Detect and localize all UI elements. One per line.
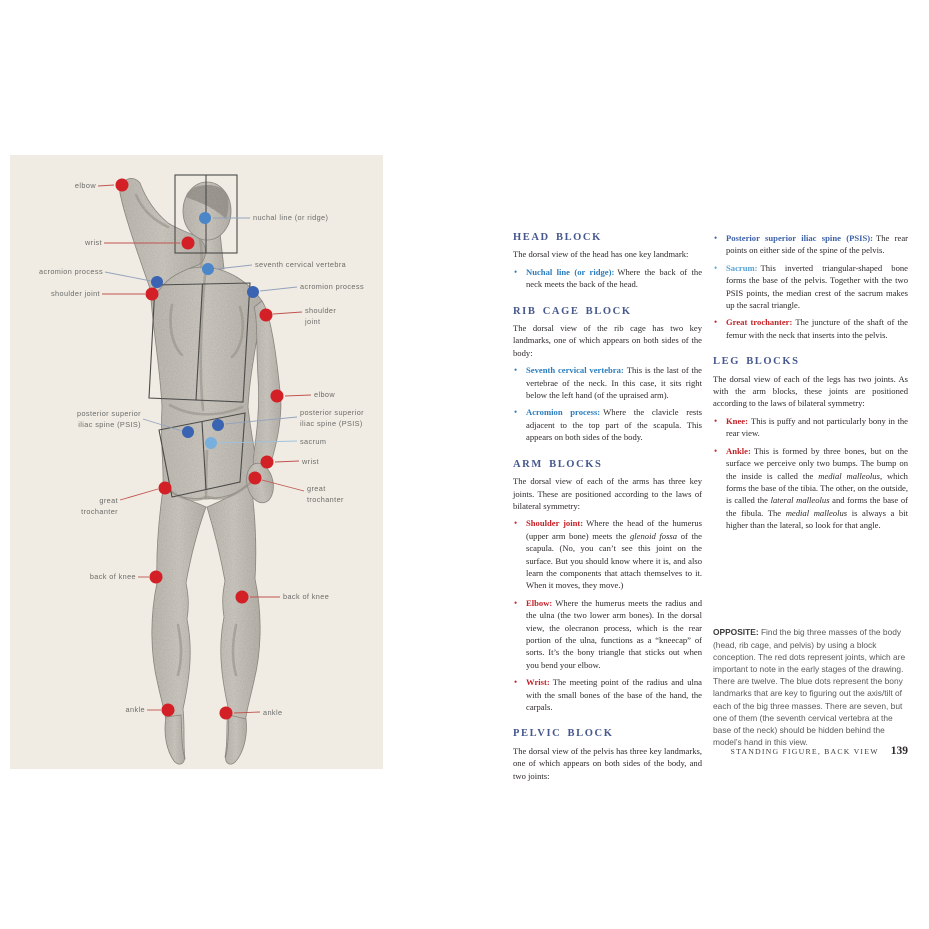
dot-landmark-seventh-cervical: [202, 263, 214, 275]
bullet-term: Elbow:: [526, 597, 553, 608]
bullet-desc: The meeting point of the radius and ulna with the small bones of the base of the hand, the carpals.: [526, 677, 702, 712]
bullet-marker: [514, 597, 517, 609]
page-footer: [731, 741, 909, 759]
bullet-desc: This inverted triangular-shaped bone forms the base of the pelvis. Together with the two PSIS points, the median crest of the sacrum makes up the sacral triangle.: [726, 262, 908, 311]
bullet-desc-italic: lateral malleolus: [770, 495, 830, 506]
bullet-wrist: [513, 676, 702, 713]
bullet-psis: [713, 232, 908, 257]
label-shoulder-right-line2: joint: [305, 317, 321, 326]
running-head: STANDING FIGURE, BACK VIEW: [730, 747, 879, 756]
bullet-knee: [713, 415, 908, 440]
dot-joint-trochanter-left: [159, 482, 172, 495]
bullet-desc: This is formed by three bones, but on the surface we perceive only two bumps. The bump on the inside is called the: [726, 445, 908, 481]
label-elbow-left: elbow: [74, 181, 96, 190]
bullet-desc: is always a bit higher than the lateral, so look for that angle.: [726, 507, 909, 531]
section-heading: LEG BLOCKS: [713, 356, 800, 368]
bullet-seventh-cervical: [513, 364, 702, 401]
label-ankle-right: ankle: [263, 708, 283, 717]
figure-lowered-arm: [253, 301, 281, 469]
dot-landmark-acromion-left: [151, 276, 163, 288]
label-trochanter-left-line1: great: [99, 496, 118, 505]
section-heading: ARM BLOCKS: [513, 458, 603, 470]
label-trochanter-left-line2: trochanter: [81, 507, 118, 516]
bullet-desc: Where the humerus meets the radius and the ulna (the two lower arm bones). In the dorsal view, the olecranon process, which is the rear portion of the ulna, functions as a “kneecap” of sorts. It’s the bony triangle that sticks out when you bend your elbow.: [526, 597, 702, 670]
bullet-marker: [514, 676, 517, 688]
bullet-desc-italic: medial malleolus: [785, 507, 848, 518]
section-pelvic-block: [513, 728, 702, 782]
section-heading: HEAD BLOCK: [513, 232, 602, 243]
section-intro: The dorsal view of the rib cage has two key landmarks, one of which appears on both sides of the body:: [513, 323, 702, 358]
bullet-sacrum: [713, 262, 908, 312]
bullet-desc-italic: medial malleolus: [818, 470, 880, 481]
bullet-term: Shoulder joint:: [526, 518, 584, 529]
bullet-desc: and forms the base of the fibula. The: [726, 495, 908, 518]
label-seventh-cervical: seventh cervical vertebra: [255, 260, 347, 269]
bullet-marker: [514, 266, 517, 278]
bullet-nuchal-line: [513, 266, 702, 291]
bullet-ankle: [713, 445, 908, 532]
label-acromion-right: acromion process: [300, 282, 364, 291]
section-head-block: [513, 232, 702, 291]
figure-right-foot: [226, 715, 247, 764]
dot-joint-trochanter-right: [249, 472, 262, 485]
dot-joint-wrist-left: [182, 237, 195, 250]
bullet-desc: The juncture of the shaft of the femur with the neck that inserts into the pelvis.: [726, 317, 908, 340]
bullet-marker: [714, 415, 717, 427]
section-intro: The dorsal view of the head has one key landmark:: [513, 249, 689, 260]
label-trochanter-right-line1: great: [307, 484, 326, 493]
dot-landmark-psis-left: [182, 426, 194, 438]
bullet-marker: [714, 445, 717, 457]
bullet-desc: Where the head of the humerus (upper arm bone) meets the: [526, 518, 702, 541]
dot-landmark-nuchal-line: [199, 212, 211, 224]
dot-landmark-sacrum: [205, 437, 217, 449]
label-wrist-left: wrist: [85, 238, 102, 247]
dot-joint-wrist-right: [261, 456, 274, 469]
bullet-marker: [714, 262, 717, 274]
label-back-of-knee-left: back of knee: [89, 572, 136, 581]
bullet-term: Wrist:: [526, 677, 550, 688]
caption-text: Find the big three masses of the body (head, rib cage, and pelvis) by using a block conception. The red dots represent joints, which are important to note in the early stages of the drawing. There are twelve. The blue dots represent the bony landmarks that are key to figuring out the axis/tilt of each of the big three masses. There are seven, but one of them (the seventh cervical vertebra at the base of the neck) should be hidden behind the model’s hand in this view.: [713, 627, 906, 748]
section-rib-cage-block: [513, 306, 702, 444]
section-intro: The dorsal view of each of the legs has two joints. As with the arm blocks, these joints are positioned according to the laws of bilateral symmetry:: [713, 373, 908, 409]
dot-joint-shoulder-right: [260, 309, 273, 322]
label-psis-left-line1: posterior superior: [77, 409, 141, 418]
section-intro: The dorsal view of each of the arms has three key joints. These are positioned according to the laws of bilateral symmetry:: [513, 476, 702, 511]
dot-joint-shoulder-left: [146, 288, 159, 301]
label-nuchal-line: nuchal line (or ridge): [253, 213, 329, 222]
bullet-acromion-process: [513, 406, 702, 443]
dot-landmark-psis-right: [212, 419, 224, 431]
bullet-term: Sacrum:: [726, 262, 758, 273]
label-wrist-right: wrist: [302, 457, 319, 466]
bullet-term: Great trochanter:: [726, 317, 793, 328]
dot-joint-elbow-left: [116, 179, 129, 192]
section-pelvic-block-continued: [713, 232, 908, 341]
bullet-marker: [514, 517, 517, 529]
bullet-desc: This is the last of the vertebrae of the neck. In this case, it sits right below the left hand (of the upraised arm).: [526, 365, 703, 401]
label-ankle-left: ankle: [125, 705, 145, 714]
bullet-term: Ankle:: [726, 445, 751, 456]
bullet-marker: [714, 316, 717, 328]
dot-joint-ankle-right: [220, 707, 233, 720]
label-elbow-right: elbow: [314, 390, 336, 399]
label-shoulder-right-line1: shoulder: [305, 306, 337, 315]
section-heading: PELVIC BLOCK: [513, 728, 614, 740]
page-number: 139: [890, 745, 908, 757]
bullet-marker: [514, 406, 517, 418]
dot-joint-knee-left: [150, 571, 163, 584]
caption-lead: OPPOSITE:: [713, 627, 759, 638]
dot-joint-ankle-left: [162, 704, 175, 717]
label-trochanter-right-line2: trochanter: [307, 495, 344, 504]
label-psis-right-line1: posterior superior: [300, 408, 364, 417]
bullet-term: Posterior superior iliac spine (PSIS):: [726, 233, 873, 243]
label-psis-right-line2: iliac spine (PSIS): [300, 419, 363, 428]
bullet-term: Seventh cervical vertebra:: [526, 365, 624, 376]
bullet-marker: [514, 364, 517, 376]
bullet-desc: This is puffy and not particularly bony in the rear view.: [726, 415, 908, 439]
bullet-desc: , which forms the base of the tibia. The other, on the outside, is called the: [726, 470, 908, 506]
bullet-term: Acromion process:: [526, 407, 601, 418]
dot-joint-knee-right: [236, 591, 249, 604]
figure-illustration: [10, 155, 383, 769]
figure-panel: [10, 155, 383, 769]
bullet-shoulder-joint: [513, 517, 702, 591]
figure-left-foot: [165, 715, 184, 764]
bullet-marker: [714, 232, 717, 244]
bullet-great-trochanter: [713, 316, 908, 341]
bullet-elbow: [513, 597, 702, 671]
label-sacrum: sacrum: [300, 437, 327, 446]
bullet-term: Knee:: [726, 415, 748, 426]
dot-landmark-acromion-right: [247, 286, 259, 298]
section-arm-blocks: [513, 459, 702, 714]
label-acromion-left: acromion process: [39, 267, 103, 276]
bullet-desc: The rear points on either side of the spine of the pelvis.: [726, 233, 908, 256]
bullet-desc: Where the clavicle rests adjacent to the top part of the scapula. This appears on both sides of the body.: [526, 407, 702, 443]
bullet-desc: of the scapula. (No, you can’t see this joint on the surface. But you should know where it is, and also learn the components that attach themselves to it. When it moves, they move.): [526, 530, 702, 591]
label-shoulder-left: shoulder joint: [50, 289, 100, 298]
text-column-1: [513, 232, 702, 797]
label-psis-left-line2: iliac spine (PSIS): [78, 420, 141, 429]
opposite-caption: [713, 626, 911, 748]
bullet-term: Nuchal line (or ridge):: [526, 266, 615, 277]
text-column-2: [713, 232, 908, 547]
section-leg-blocks: [713, 356, 908, 531]
section-heading: RIB CAGE BLOCK: [513, 305, 632, 317]
bullet-desc: Where the back of the neck meets the back of the head.: [526, 266, 703, 290]
label-back-of-knee-right: back of knee: [283, 592, 330, 601]
bullet-desc-italic: glenoid fossa: [630, 530, 678, 541]
section-intro: The dorsal view of the pelvis has three key landmarks, one of which appears on both sides of the body, and two joints:: [513, 745, 702, 781]
dot-joint-elbow-right: [271, 390, 284, 403]
